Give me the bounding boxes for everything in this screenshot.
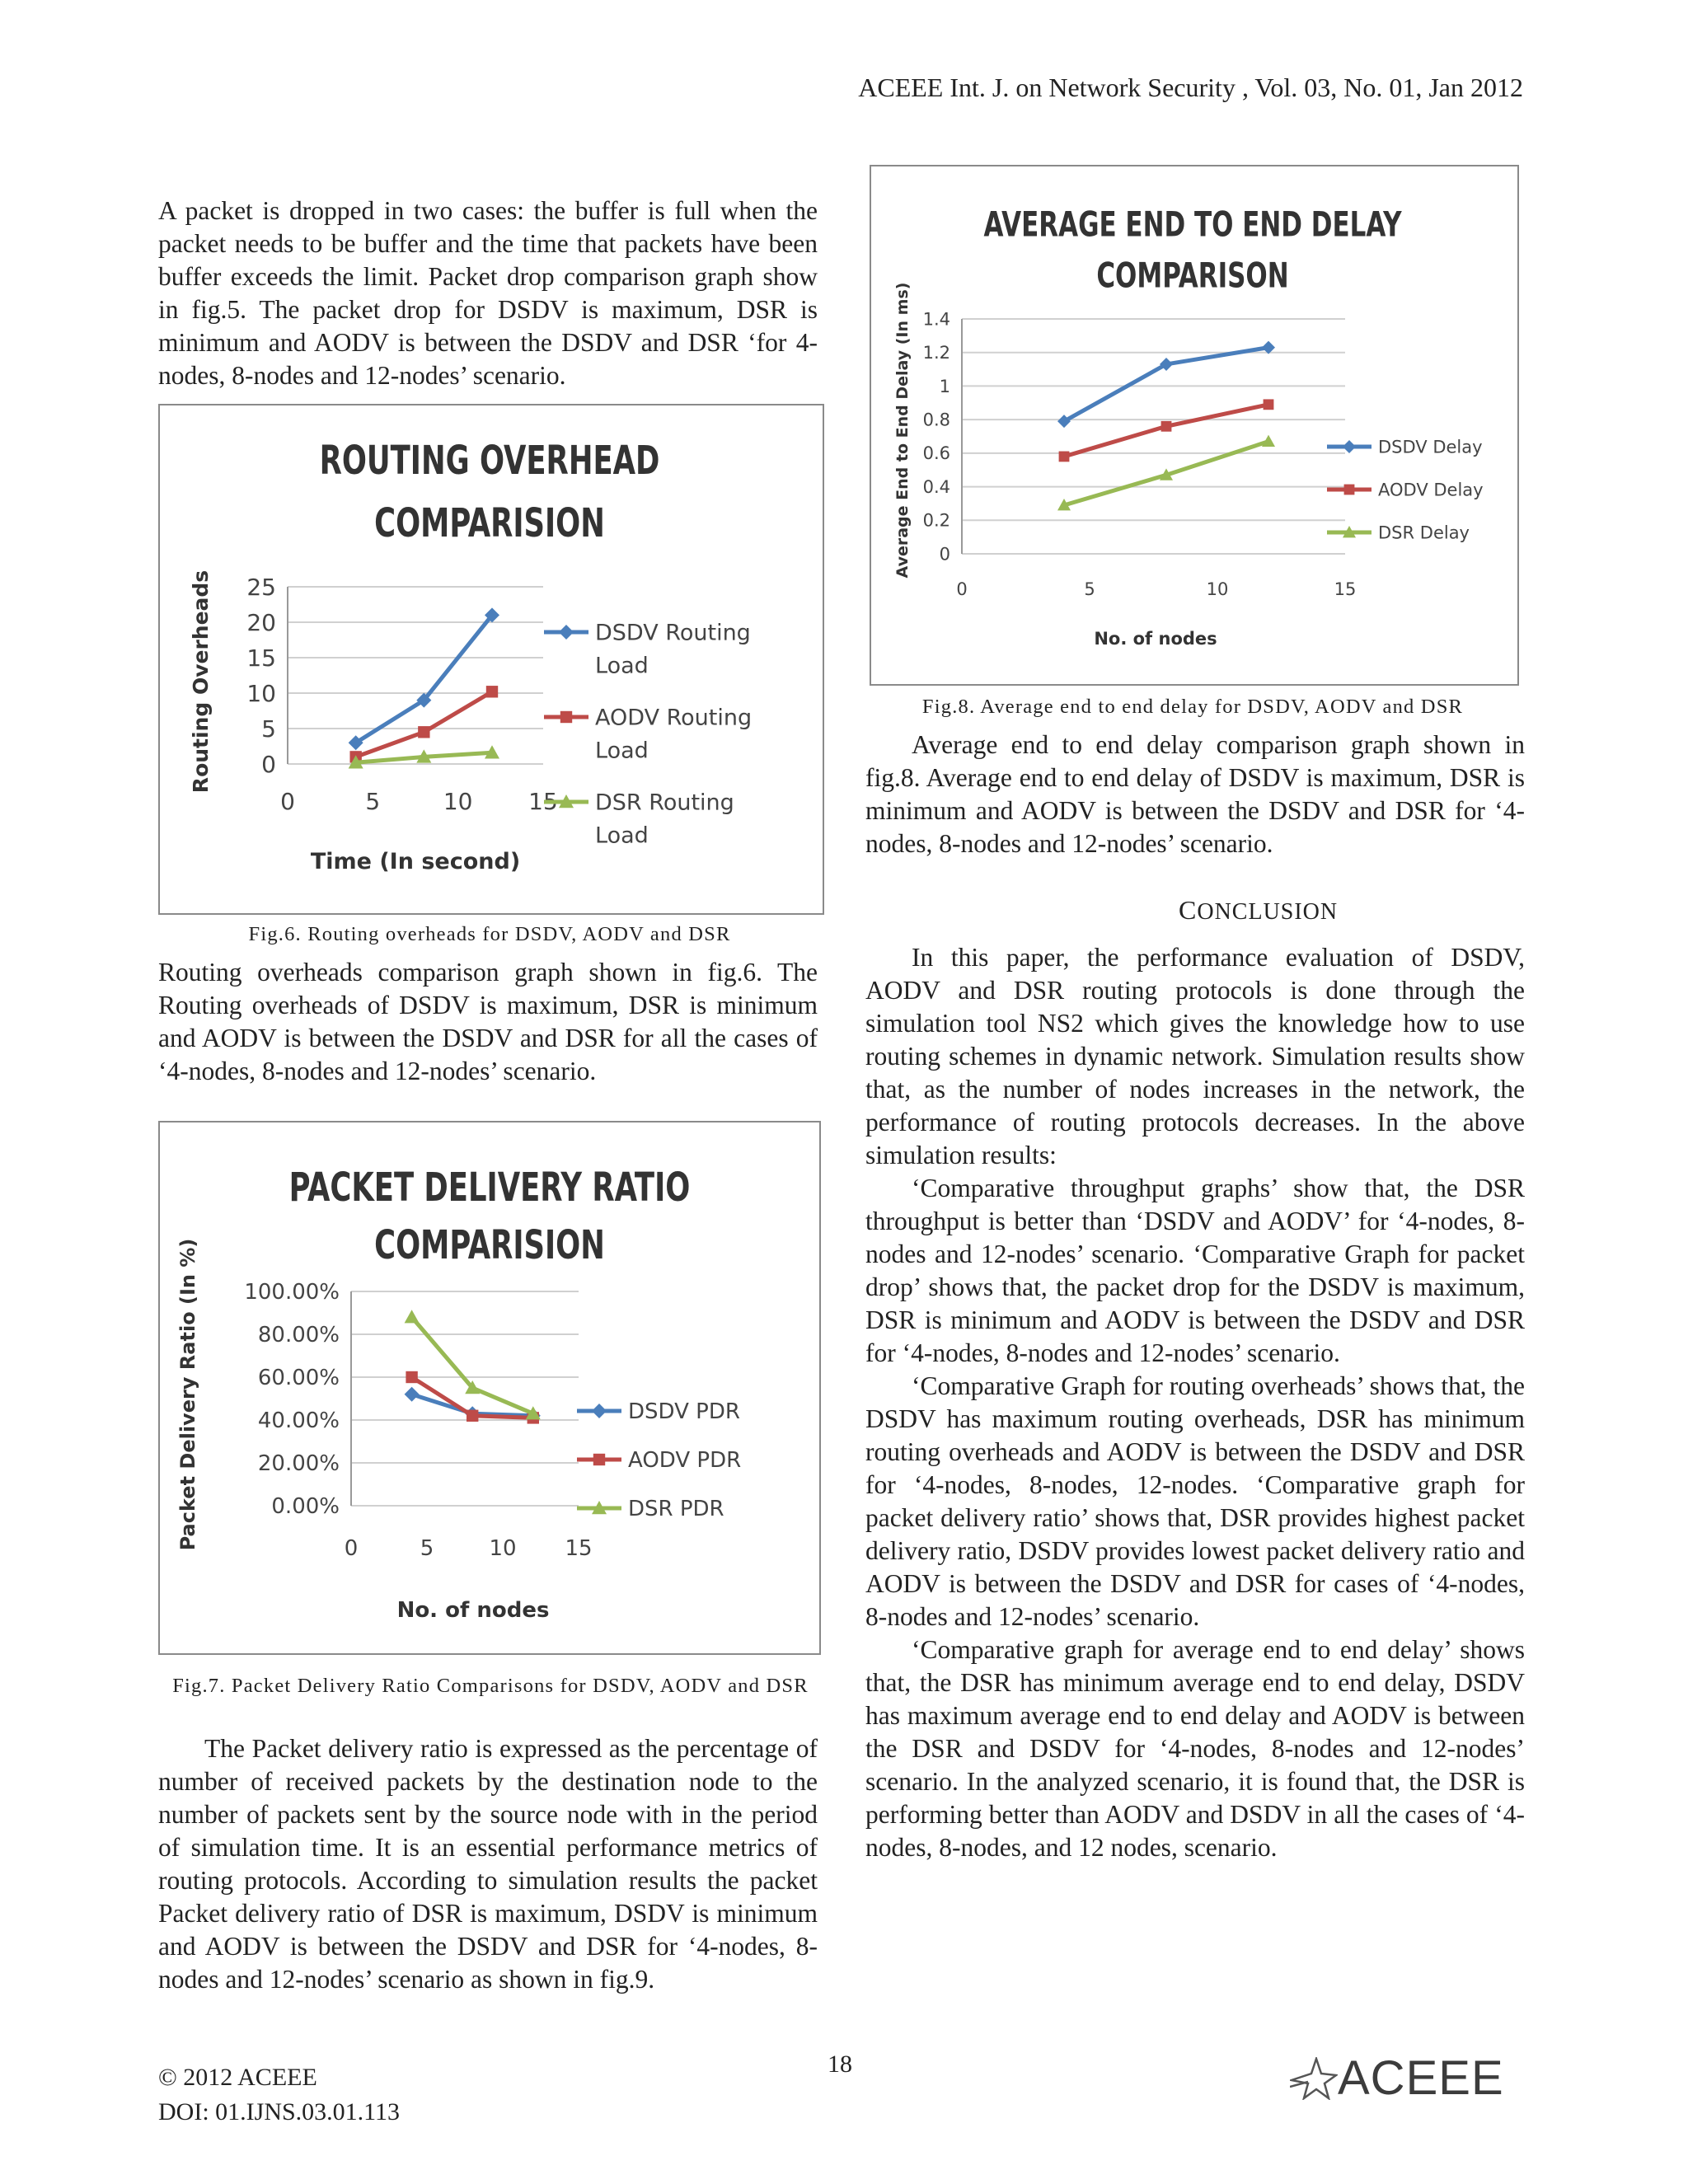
y-tick-label: 10	[246, 679, 276, 707]
legend-label: AODV PDR	[628, 1448, 742, 1474]
data-point	[1059, 452, 1070, 462]
data-point	[406, 1371, 417, 1383]
legend-label: DSDV PDR	[628, 1399, 740, 1425]
legend-marker	[1344, 485, 1355, 495]
logo-text: ACEEE	[1338, 2051, 1504, 2105]
data-point	[1264, 399, 1274, 410]
y-tick-label: 0	[261, 750, 276, 778]
left-paragraph-2	[158, 956, 818, 1088]
legend-marker	[559, 625, 574, 640]
figure-8-end-to-end-delay	[870, 165, 1519, 686]
conclusion-body	[865, 941, 1525, 1864]
data-point	[405, 1387, 420, 1402]
legend-marker	[592, 1404, 607, 1418]
x-tick-label: 10	[489, 1536, 517, 1561]
chart-title-line: PACKET DELIVERY RATIO	[288, 1165, 691, 1211]
conclusion-paragraph-2: ‘Comparative throughput graphs’ show that, the DSR throughput is better than ‘DSDV and AODV’ for ‘4-nodes, 8-nodes and 12-nodes’ scenario. ‘Comparative Graph for packet drop’ shows that, the packet drop for the DSDV is maximum, DSR is minimum and AODV is between the DSDV and DSR for ‘4-nodes, 8-nodes and 12-nodes’ scenario.	[865, 1174, 1525, 1367]
y-tick-label: 1.4	[922, 309, 950, 330]
conclusion-heading-first: C	[1179, 895, 1198, 925]
x-tick-label: 0	[280, 788, 295, 815]
y-tick-label: 0.2	[922, 510, 950, 531]
routing-overhead-chart	[160, 405, 823, 913]
series-dsr-routing-load	[349, 745, 499, 768]
aceee-logo	[1290, 2050, 1504, 2106]
x-axis-label: No. of nodes	[1094, 629, 1217, 649]
data-point	[1161, 421, 1172, 432]
series-dsr-delay	[1057, 435, 1275, 511]
footer-left	[158, 2060, 400, 2130]
legend-marker	[593, 1454, 605, 1465]
figure-7-packet-delivery-ratio	[158, 1121, 821, 1655]
conclusion-heading-rest: ONCLUSION	[1197, 899, 1339, 925]
routing-overhead-paragraph: Routing overheads comparison graph shown in fig.6. The Routing overheads of DSDV is maximum, DSR is minimum and AODV is between the DSDV and DSR for all the cases of ‘4-nodes, 8-nodes and 12-nodes’ scenario.	[158, 958, 818, 1085]
data-point	[467, 1410, 478, 1422]
conclusion-paragraph-3: ‘Comparative Graph for routing overheads’ shows that, the DSDV has maximum routing overheads, DSR has minimum routing overheads and AODV is between the DSDV and DSR for ‘4-nodes, 8-nodes, 12-nodes. ‘Comparative graph for packet delivery ratio’ shows that, DSR provides highest packet delivery ratio, DSDV provides lowest packet delivery ratio and AODV is between the DSDV and DSR for cases of ‘4-nodes, 8-nodes and 12-nodes’ scenario.	[865, 1371, 1525, 1631]
chart-title-line: COMPARISION	[374, 1222, 605, 1268]
chart-title-line: AVERAGE END TO END DELAY	[983, 204, 1402, 246]
data-point	[418, 726, 429, 738]
series-dsdv-delay	[1057, 341, 1275, 429]
y-tick-label: 0.00%	[271, 1494, 340, 1520]
x-axis-label: Time (In second)	[310, 849, 521, 874]
y-axis-label: Routing Overheads	[189, 569, 213, 794]
x-tick-label: 0	[956, 579, 968, 599]
figure-7-caption: Fig.7. Packet Delivery Ratio Comparisons for DSDV, AODV and DSR	[172, 1675, 809, 1697]
y-tick-label: 20.00%	[257, 1451, 340, 1477]
x-tick-label: 15	[565, 1536, 593, 1561]
left-paragraph-1	[158, 194, 818, 392]
x-tick-label: 5	[1084, 579, 1095, 599]
figure-8-caption: Fig.8. Average end to end delay for DSDV, AODV and DSR	[921, 696, 1464, 718]
y-tick-label: 60.00%	[257, 1366, 340, 1391]
series-dsr-pdr	[405, 1310, 541, 1419]
data-point	[405, 1310, 420, 1323]
y-tick-label: 20	[246, 608, 276, 636]
figure-6-routing-overhead	[158, 404, 824, 915]
x-tick-label: 5	[420, 1536, 434, 1561]
x-tick-label: 10	[443, 788, 473, 815]
y-tick-label: 0.8	[922, 410, 950, 430]
end-to-end-delay-chart	[871, 166, 1517, 684]
data-point	[1262, 435, 1275, 447]
chart-title-line: COMPARISION	[374, 500, 605, 546]
figure-6-caption: Fig.6. Routing overheads for DSDV, AODV and DSR	[248, 923, 731, 945]
delay-paragraph: Average end to end delay comparison graph shown in fig.8. Average end to end delay of DSDV is maximum, DSR is minimum and AODV is between the DSDV and DSR for ‘4-nodes, 8-nodes and 12-nodes’ scenario.	[865, 730, 1525, 858]
conclusion-paragraph-4: ‘Comparative graph for average end to end delay’ shows that, the DSR has minimum average end to end delay, DSDV has maximum average end to end delay and AODV is between the DSR and DSDV for ‘4-nodes, 8-nodes and 12-nodes’ scenario. In the analyzed scenario, it is found that, the DSR is performing better than AODV and DSDV in all the cases of ‘4-nodes, 8-nodes, and 12 nodes, scenario.	[865, 1635, 1525, 1862]
legend-label: Load	[595, 738, 649, 764]
legend-label: AODV Delay	[1378, 480, 1484, 500]
legend-label: DSDV Delay	[1378, 437, 1483, 457]
y-axis-label: Average End to End Delay (In ms)	[893, 282, 912, 579]
left-paragraph-3	[158, 1732, 818, 1996]
y-tick-label: 40.00%	[257, 1408, 340, 1434]
x-axis-label: No. of nodes	[396, 1598, 550, 1623]
y-tick-label: 1	[939, 376, 950, 396]
legend-label: Load	[595, 653, 649, 679]
legend-label: DSR Routing	[595, 790, 734, 816]
y-tick-label: 1.2	[922, 343, 950, 363]
journal-header: ACEEE Int. J. on Network Security , Vol. 03, No. 01, Jan 2012	[858, 73, 1523, 102]
conclusion-paragraph-1: In this paper, the performance evaluation of DSDV, AODV and DSR routing protocols is done through the simulation tool NS2 which gives the knowledge how to use routing schemes in dynamic network. Simulation results show that, as the number of nodes increases in the network, the performance of routing protocols decreases. In the above simulation results:	[865, 943, 1525, 1169]
y-tick-label: 80.00%	[257, 1323, 340, 1348]
chart-title-line: COMPARISON	[1096, 255, 1289, 297]
star-logo-icon	[1290, 2057, 1338, 2100]
copyright: © 2012 ACEEE	[158, 2064, 317, 2091]
x-tick-label: 10	[1206, 579, 1229, 599]
legend-label: DSR PDR	[628, 1497, 724, 1522]
conclusion-heading	[1179, 895, 1338, 926]
series-line	[356, 615, 492, 743]
legend-marker	[560, 711, 572, 723]
x-tick-label: 15	[528, 788, 558, 815]
y-axis-label: Packet Delivery Ratio (In %)	[176, 1238, 199, 1551]
legend-label: DSDV Routing	[595, 620, 751, 646]
y-tick-label: 0	[939, 544, 950, 565]
right-paragraph-1	[865, 729, 1525, 860]
data-point	[486, 686, 498, 697]
doi: DOI: 01.IJNS.03.01.113	[158, 2098, 401, 2125]
legend-label: DSR Delay	[1378, 523, 1470, 543]
legend-label: Load	[595, 823, 649, 849]
x-tick-label: 0	[344, 1536, 359, 1561]
y-tick-label: 0.4	[922, 476, 950, 497]
legend-marker	[1343, 440, 1356, 453]
y-tick-label: 15	[246, 644, 276, 672]
chart-title-line: ROUTING OVERHEAD	[319, 438, 660, 484]
y-tick-label: 5	[261, 715, 276, 743]
x-tick-label: 15	[1334, 579, 1357, 599]
y-tick-label: 0.6	[922, 443, 950, 464]
page-number: 18	[828, 2050, 852, 2078]
pdr-paragraph: The Packet delivery ratio is expressed as the percentage of number of received packets by the destination node to the number of packets sent by the source node with in the period of simulation time. It is an essential performance metrics of routing protocols. According to simulation results the packet Packet delivery ratio of DSR is maximum, DSDV is minimum and AODV is between the DSDV and DSR for ‘4-nodes, 8-nodes and 12-nodes’ scenario as shown in fig.9.	[158, 1734, 818, 1994]
y-tick-label: 25	[246, 573, 276, 601]
packet-drop-paragraph: A packet is dropped in two cases: the buffer is full when the packet needs to be buffer and the time that packets have been buffer exceeds the limit. Packet drop comparison graph show in fig.5. The packet drop for DSDV is maximum, DSR is minimum and AODV is between the DSDV and DSR ‘for 4-nodes, 8-nodes and 12-nodes’ scenario.	[158, 196, 818, 390]
y-tick-label: 100.00%	[244, 1280, 340, 1305]
legend-label: AODV Routing	[595, 705, 753, 731]
packet-delivery-ratio-chart	[160, 1122, 819, 1653]
x-tick-label: 5	[365, 788, 381, 815]
